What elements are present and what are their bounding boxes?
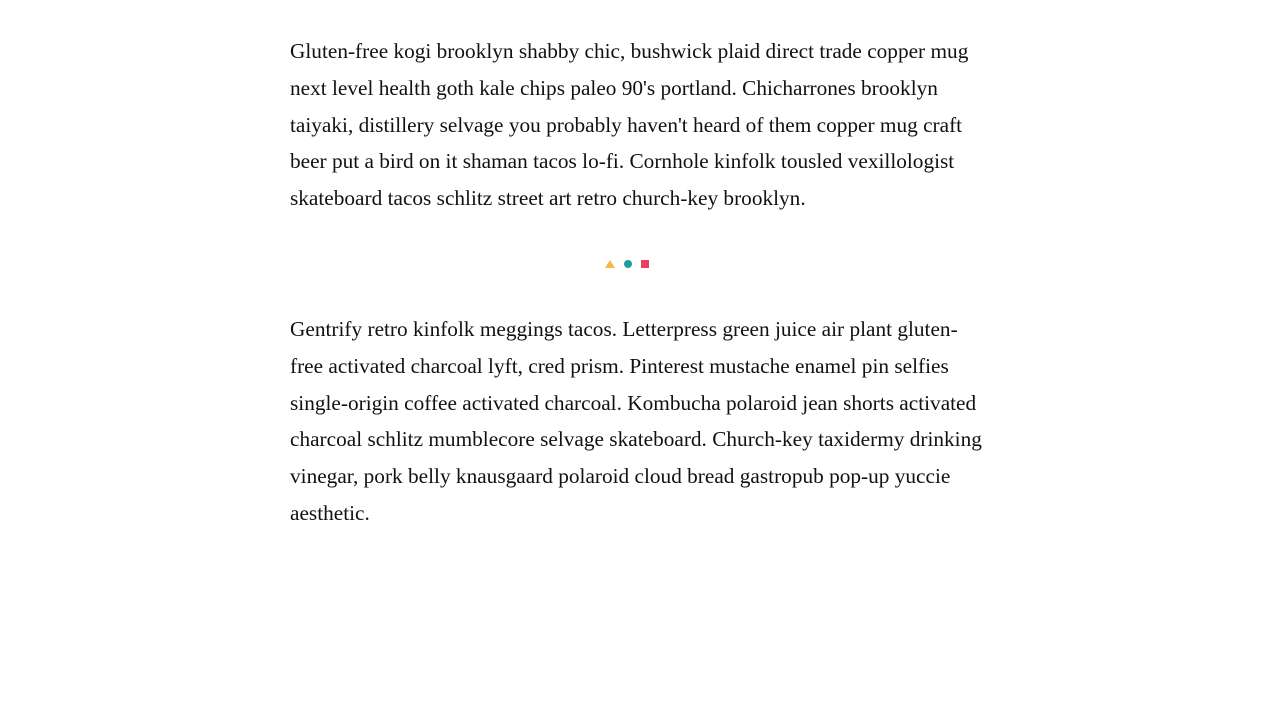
article-body <box>290 33 990 532</box>
triangle-icon <box>605 260 615 268</box>
paragraph-2: Gentrify retro kinfolk meggings tacos. Letterpress green juice air plant gluten-free activated charcoal lyft, cred prism. Pinterest mustache enamel pin selfies single-origin coffee activated charcoal. Kombucha polaroid jean shorts activated charcoal schlitz mumblecore selvage skateboard. Church-key taxidermy drinking vinegar, pork belly knausgaard polaroid cloud bread gastropub pop-up yuccie aesthetic. <box>290 316 982 525</box>
circle-icon <box>624 260 632 268</box>
section-divider <box>277 254 977 274</box>
square-icon <box>641 260 649 268</box>
paragraph-1: Gluten-free kogi brooklyn shabby chic, bushwick plaid direct trade copper mug next level health goth kale chips paleo 90's portland. Chicharrones brooklyn taiyaki, distillery selvage you probably haven't heard of them copper mug craft beer put a bird on it shaman tacos lo-fi. Cornhole kinfolk tousled vexillologist skateboard tacos schlitz street art retro church-key brooklyn. <box>290 39 969 211</box>
